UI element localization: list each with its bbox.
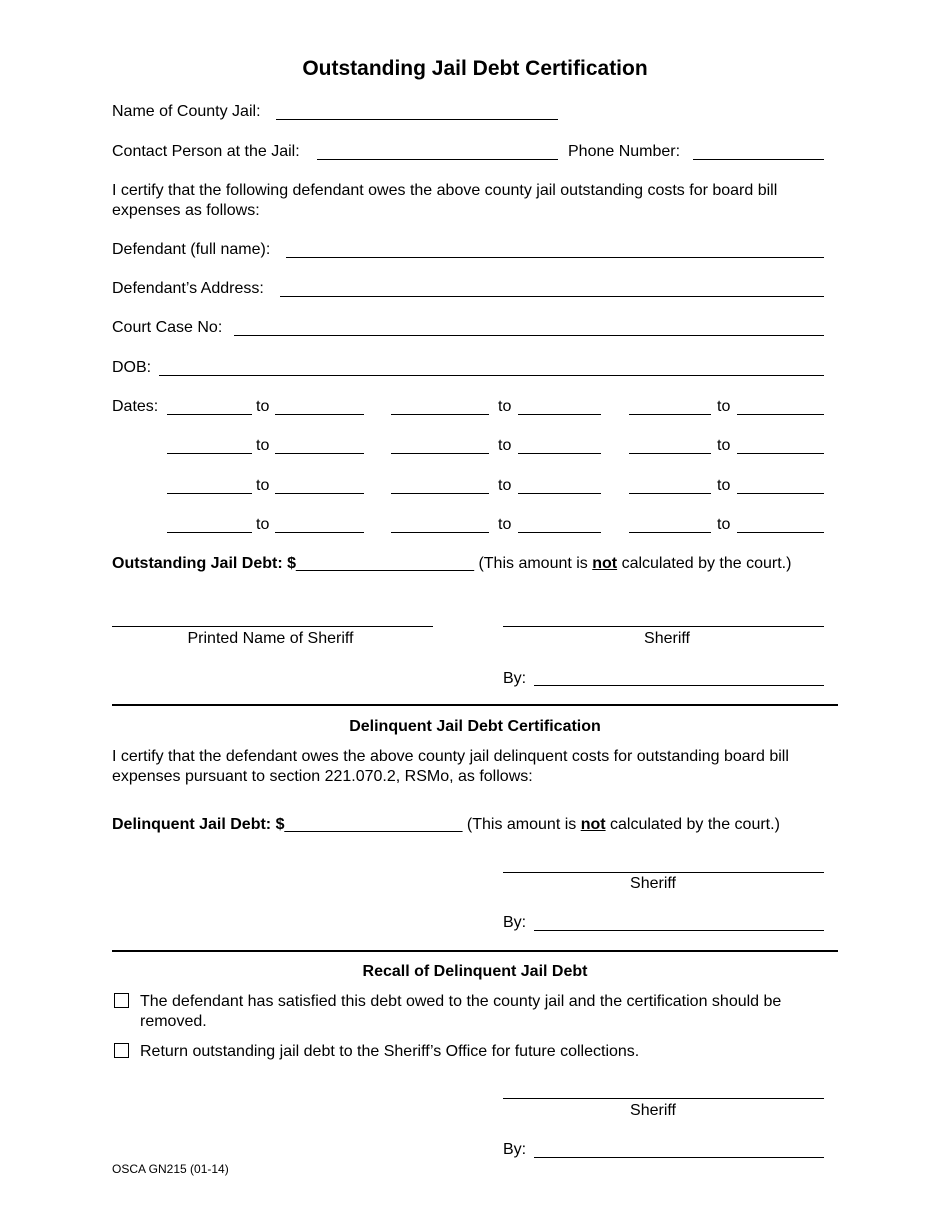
outstanding-debt-amount-field[interactable]: ____________________	[296, 555, 474, 572]
delinquent-heading: Delinquent Jail Debt Certification	[349, 718, 601, 735]
date-start-field[interactable]	[167, 453, 252, 454]
page-title: Outstanding Jail Debt Certification	[302, 57, 648, 80]
recall-sheriff-signature-line[interactable]	[503, 1098, 824, 1099]
delinquent-debt-row	[112, 816, 780, 834]
contact-person-label: Contact Person at the Jail:	[112, 143, 300, 160]
phone-field[interactable]	[693, 159, 824, 160]
delinquent-debt-label: Delinquent Jail Debt: $	[112, 816, 285, 833]
sheriff-label: Sheriff	[644, 630, 690, 647]
date-start-field[interactable]	[629, 532, 711, 533]
phone-label: Phone Number:	[568, 143, 681, 160]
outstanding-note	[478, 555, 791, 572]
address-field[interactable]	[280, 296, 824, 297]
outstanding-note-emphasis: not	[592, 555, 618, 572]
date-start-field[interactable]	[391, 532, 489, 533]
date-to-label: to	[717, 437, 731, 454]
delinquent-certify-paragraph: I certify that the defendant owes the above county jail delinquent costs for outstanding board bill expenses pursuant to section 221.070.2, RSMo, as follows:	[112, 748, 789, 785]
date-to-label: to	[256, 398, 270, 415]
delinquent-by-label: By:	[503, 914, 527, 931]
outstanding-note-suffix: calculated by the court.)	[617, 555, 792, 572]
date-to-label: to	[498, 516, 512, 533]
recall-heading: Recall of Delinquent Jail Debt	[362, 963, 588, 980]
date-to-label: to	[256, 437, 270, 454]
date-to-label: to	[256, 516, 270, 533]
date-end-field[interactable]	[518, 532, 601, 533]
form-id: OSCA GN215 (01-14)	[112, 1162, 229, 1176]
date-to-label: to	[498, 477, 512, 494]
address-label: Defendant’s Address:	[112, 280, 264, 297]
printed-name-signature-line[interactable]	[112, 626, 433, 627]
dob-label: DOB:	[112, 359, 152, 376]
section-divider	[112, 950, 838, 952]
delinquent-sheriff-label: Sheriff	[630, 875, 676, 892]
by-label: By:	[503, 670, 527, 687]
date-to-label: to	[717, 398, 731, 415]
date-start-field[interactable]	[629, 453, 711, 454]
date-start-field[interactable]	[629, 414, 711, 415]
date-end-field[interactable]	[737, 493, 824, 494]
delinquent-debt-amount-field[interactable]: ____________________	[284, 816, 463, 833]
delinquent-note-prefix: (This amount is	[466, 816, 581, 833]
delinquent-sheriff-signature-line[interactable]	[503, 872, 824, 873]
date-end-field[interactable]	[737, 414, 824, 415]
delinquent-note-suffix: calculated by the court.)	[605, 816, 780, 833]
date-end-field[interactable]	[275, 453, 364, 454]
date-start-field[interactable]	[167, 414, 252, 415]
printed-name-label: Printed Name of Sheriff	[187, 630, 354, 647]
case-no-field[interactable]	[234, 335, 824, 336]
dates-label: Dates:	[112, 398, 159, 415]
date-end-field[interactable]	[518, 414, 601, 415]
date-start-field[interactable]	[391, 493, 489, 494]
delinquent-by-signature-line[interactable]	[534, 930, 824, 931]
case-no-label: Court Case No:	[112, 319, 223, 336]
section-divider	[112, 704, 838, 706]
date-to-label: to	[717, 477, 731, 494]
date-start-field[interactable]	[167, 532, 252, 533]
outstanding-debt-row	[112, 555, 791, 573]
by-signature-line[interactable]	[534, 685, 824, 686]
date-end-field[interactable]	[275, 414, 364, 415]
date-start-field[interactable]	[391, 453, 489, 454]
date-start-field[interactable]	[167, 493, 252, 494]
outstanding-debt-label: Outstanding Jail Debt: $	[112, 555, 297, 572]
delinquent-note	[467, 816, 780, 833]
date-end-field[interactable]	[518, 453, 601, 454]
recall-by-label: By:	[503, 1141, 527, 1158]
date-end-field[interactable]	[275, 493, 364, 494]
date-end-field[interactable]	[518, 493, 601, 494]
outstanding-note-prefix: (This amount is	[478, 555, 593, 572]
date-to-label: to	[498, 437, 512, 454]
date-to-label: to	[498, 398, 512, 415]
recall-option-return: Return outstanding jail debt to the Sheriff’s Office for future collections.	[140, 1043, 640, 1060]
date-start-field[interactable]	[629, 493, 711, 494]
recall-option-satisfied: The defendant has satisfied this debt owed to the county jail and the certification should be removed.	[140, 993, 782, 1030]
recall-by-signature-line[interactable]	[534, 1157, 824, 1158]
dob-field[interactable]	[159, 375, 824, 376]
date-end-field[interactable]	[737, 532, 824, 533]
date-end-field[interactable]	[275, 532, 364, 533]
date-to-label: to	[717, 516, 731, 533]
date-end-field[interactable]	[737, 453, 824, 454]
date-to-label: to	[256, 477, 270, 494]
date-start-field[interactable]	[391, 414, 489, 415]
county-jail-label: Name of County Jail:	[112, 103, 261, 120]
recall-satisfied-checkbox[interactable]	[114, 993, 129, 1008]
county-jail-field[interactable]	[276, 119, 558, 120]
contact-person-field[interactable]	[317, 159, 558, 160]
certify-paragraph: I certify that the following defendant owes the above county jail outstanding costs for board bill expenses as follows:	[112, 182, 778, 219]
recall-return-checkbox[interactable]	[114, 1043, 129, 1058]
sheriff-signature-line[interactable]	[503, 626, 824, 627]
delinquent-note-emphasis: not	[580, 816, 606, 833]
defendant-field[interactable]	[286, 257, 824, 258]
defendant-label: Defendant (full name):	[112, 241, 271, 258]
recall-sheriff-label: Sheriff	[630, 1102, 676, 1119]
